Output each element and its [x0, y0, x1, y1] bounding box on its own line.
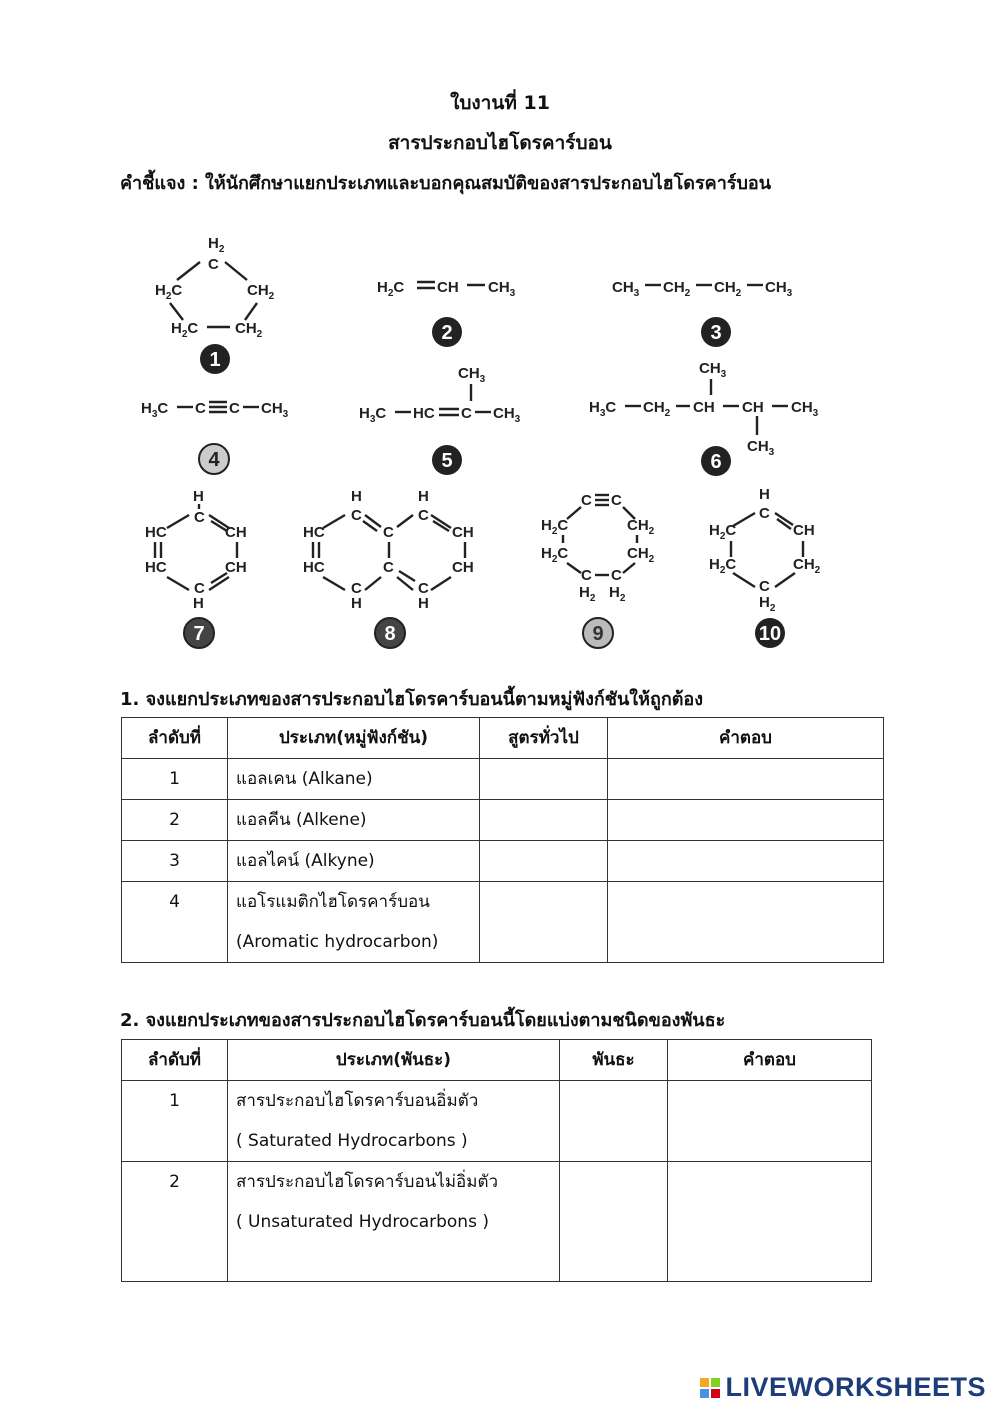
compound-10-number: 10	[758, 623, 782, 645]
s1-c-top: C	[208, 256, 219, 273]
formula-input-cell[interactable]	[480, 800, 608, 841]
svg-text:C: C	[611, 567, 622, 584]
header-answer: คำตอบ	[608, 718, 884, 759]
row-type-english: (Aromatic hydrocarbon)	[236, 932, 439, 952]
compound-8-structure	[303, 488, 474, 648]
answer-input-cell[interactable]	[608, 800, 884, 841]
liveworksheets-logo	[700, 1372, 986, 1403]
table-header-row	[122, 718, 884, 759]
svg-text:C: C	[759, 578, 770, 595]
header-index: ลำดับที่	[122, 718, 228, 759]
svg-text:CH3: $CH_3$	[612, 279, 640, 299]
svg-text:C: C	[351, 507, 362, 524]
svg-text:CH3: $CH_3$	[488, 279, 516, 299]
svg-text:HC: HC	[303, 559, 325, 576]
svg-text:CH3: $CH_3$	[791, 399, 819, 419]
table-row	[122, 1162, 872, 1282]
svg-text:CH2: $CH_2$	[793, 556, 821, 576]
svg-text:CH2: $CH_2$	[627, 517, 655, 537]
svg-text:H2C: $H_2C$	[377, 279, 405, 299]
formula-input-cell[interactable]	[480, 841, 608, 882]
compound-1-number: 1	[209, 349, 221, 371]
svg-text:H: H	[418, 488, 429, 505]
compound-4-structure	[141, 400, 289, 474]
logo-icon	[700, 1378, 720, 1398]
row-type-english: ( Saturated Hydrocarbons )	[236, 1131, 468, 1151]
svg-text:C: C	[194, 580, 205, 597]
question-2-text: 2. จงแยกประเภทของสารประกอบไฮโดรคาร์บอนนี้โดยแบ่งตามชนิดของพันธะ	[120, 1010, 726, 1031]
svg-text:CH3: $CH_3$	[747, 438, 775, 458]
answer-input-cell[interactable]	[608, 841, 884, 882]
compound-9-number: 9	[592, 623, 604, 645]
row-type: แอโรแมติกไฮโดรคาร์บอน	[236, 892, 430, 912]
svg-text:H2C: $H_2C$	[541, 545, 569, 565]
svg-text:H2: $H_2$	[609, 584, 626, 604]
bond-input-cell[interactable]	[560, 1162, 668, 1282]
header-formula: สูตรทั่วไป	[480, 718, 608, 759]
svg-text:CH3: $CH_3$	[493, 405, 521, 425]
svg-text:CH2: $CH_2$	[663, 279, 691, 299]
svg-text:C: C	[194, 509, 205, 526]
row-type: แอลเคน (Alkane)	[228, 759, 480, 800]
svg-text:H: H	[193, 488, 204, 505]
header-type: ประเภท(พันธะ)	[228, 1040, 560, 1081]
svg-text:HC: HC	[145, 559, 167, 576]
row-type: สารประกอบไฮโดรคาร์บอนไม่อิ่มตัว	[236, 1172, 499, 1192]
compound-1-structure	[155, 235, 275, 374]
svg-text:CH2: $CH_2$	[235, 320, 263, 340]
svg-text:H3C: $H_3C$	[141, 400, 169, 420]
svg-text:H2C: $H_2C$	[709, 522, 737, 542]
row-type-multiline	[228, 1081, 560, 1162]
instruction-text: คำชี้แจง : ให้นักศึกษาแยกประเภทและบอกคุณสมบัติของสารประกอบไฮโดรคาร์บอน	[120, 173, 772, 194]
svg-text:C: C	[581, 492, 592, 509]
question-2-table	[121, 1039, 872, 1282]
table-header-row	[122, 1040, 872, 1081]
row-index: 2	[122, 800, 228, 841]
logo-text: LIVEWORKSHEETS	[725, 1372, 986, 1402]
worksheet-subtitle: สารประกอบไฮโดรคาร์บอน	[388, 132, 612, 154]
compound-3-number: 3	[710, 322, 722, 344]
svg-text:H2C: $H_2C$	[709, 556, 737, 576]
header-answer: คำตอบ	[668, 1040, 872, 1081]
question-1-text: 1. จงแยกประเภทของสารประกอบไฮโดรคาร์บอนนี้ตามหมู่ฟังก์ชันให้ถูกต้อง	[120, 689, 704, 710]
svg-text:CH2: $CH_2$	[643, 399, 671, 419]
svg-text:H3C: $H_3C$	[589, 399, 617, 419]
svg-text:CH: CH	[452, 559, 474, 576]
svg-text:C: C	[229, 400, 240, 417]
table-row	[122, 800, 884, 841]
svg-text:H: H	[351, 595, 362, 612]
svg-text:CH3: $CH_3$	[458, 365, 486, 385]
svg-text:H: H	[418, 595, 429, 612]
row-index: 2	[122, 1162, 228, 1282]
answer-input-cell[interactable]	[608, 759, 884, 800]
compound-5-number: 5	[441, 450, 453, 472]
svg-text:H2: $H_2$	[759, 594, 776, 614]
svg-text:CH: CH	[452, 524, 474, 541]
compound-10-structure	[709, 486, 821, 648]
compound-2-number: 2	[441, 322, 453, 344]
compound-4-number: 4	[208, 449, 220, 471]
svg-text:HC: HC	[413, 405, 435, 422]
table-row	[122, 841, 884, 882]
answer-input-cell[interactable]	[668, 1081, 872, 1162]
svg-text:CH3: $CH_3$	[699, 360, 727, 380]
compound-7-number: 7	[193, 623, 205, 645]
worksheet-title: ใบงานที่ 11	[450, 92, 550, 114]
svg-text:CH2: $CH_2$	[247, 282, 275, 302]
svg-text:CH3: $CH_3$	[765, 279, 793, 299]
compound-6-number: 6	[710, 451, 722, 473]
answer-input-cell[interactable]	[668, 1162, 872, 1282]
svg-text:H3C: $H_3C$	[359, 405, 387, 425]
header-index: ลำดับที่	[122, 1040, 228, 1081]
svg-text:H2: $H_2$	[208, 235, 225, 255]
svg-text:C: C	[383, 559, 394, 576]
row-type-multiline	[228, 1162, 560, 1282]
formula-input-cell[interactable]	[480, 882, 608, 963]
row-index: 1	[122, 759, 228, 800]
svg-text:C: C	[383, 524, 394, 541]
svg-text:C: C	[351, 580, 362, 597]
svg-text:H: H	[759, 486, 770, 503]
row-index: 1	[122, 1081, 228, 1162]
header-type: ประเภท(หมู่ฟังก์ชัน)	[228, 718, 480, 759]
svg-text:CH: CH	[693, 399, 715, 416]
svg-text:C: C	[759, 505, 770, 522]
svg-text:CH: CH	[437, 279, 459, 296]
compound-8-number: 8	[384, 623, 396, 645]
svg-text:H: H	[193, 595, 204, 612]
svg-text:C: C	[418, 507, 429, 524]
compound-7-structure	[145, 488, 247, 648]
compound-3-structure	[612, 279, 793, 347]
svg-text:CH: CH	[742, 399, 764, 416]
svg-text:H2: $H_2$	[579, 584, 596, 604]
row-index: 4	[122, 882, 228, 963]
answer-input-cell[interactable]	[608, 882, 884, 963]
svg-text:CH2: $CH_2$	[714, 279, 742, 299]
header-bond: พันธะ	[560, 1040, 668, 1081]
svg-text:C: C	[581, 567, 592, 584]
compound-2-structure	[377, 279, 516, 347]
svg-text:H2C: $H_2C$	[171, 320, 199, 340]
svg-text:CH: CH	[793, 522, 815, 539]
svg-text:C: C	[195, 400, 206, 417]
formula-input-cell[interactable]	[480, 759, 608, 800]
row-type-multiline	[228, 882, 480, 963]
row-index: 3	[122, 841, 228, 882]
compound-9-structure	[541, 492, 655, 648]
svg-text:CH3: $CH_3$	[261, 400, 289, 420]
svg-text:H2C: $H_2C$	[541, 517, 569, 537]
question-1-table	[121, 717, 884, 963]
svg-text:CH2: $CH_2$	[627, 545, 655, 565]
table-row	[122, 1081, 872, 1162]
row-type: แอลคีน (Alkene)	[228, 800, 480, 841]
svg-text:CH: CH	[225, 559, 247, 576]
compound-5-structure	[359, 365, 521, 475]
svg-text:C: C	[611, 492, 622, 509]
bond-input-cell[interactable]	[560, 1081, 668, 1162]
row-type-english: ( Unsaturated Hydrocarbons )	[236, 1212, 489, 1232]
table-row	[122, 882, 884, 963]
row-type: แอลไคน์ (Alkyne)	[228, 841, 480, 882]
hydrocarbon-structures-figure	[115, 215, 845, 665]
svg-text:C: C	[418, 580, 429, 597]
svg-text:H: H	[351, 488, 362, 505]
svg-text:CH: CH	[225, 524, 247, 541]
row-type: สารประกอบไฮโดรคาร์บอนอิ่มตัว	[236, 1091, 479, 1111]
svg-text:HC: HC	[145, 524, 167, 541]
svg-text:HC: HC	[303, 524, 325, 541]
svg-text:C: C	[461, 405, 472, 422]
compound-6-structure	[589, 360, 819, 476]
svg-text:H2C: $H_2C$	[155, 282, 183, 302]
table-row	[122, 759, 884, 800]
